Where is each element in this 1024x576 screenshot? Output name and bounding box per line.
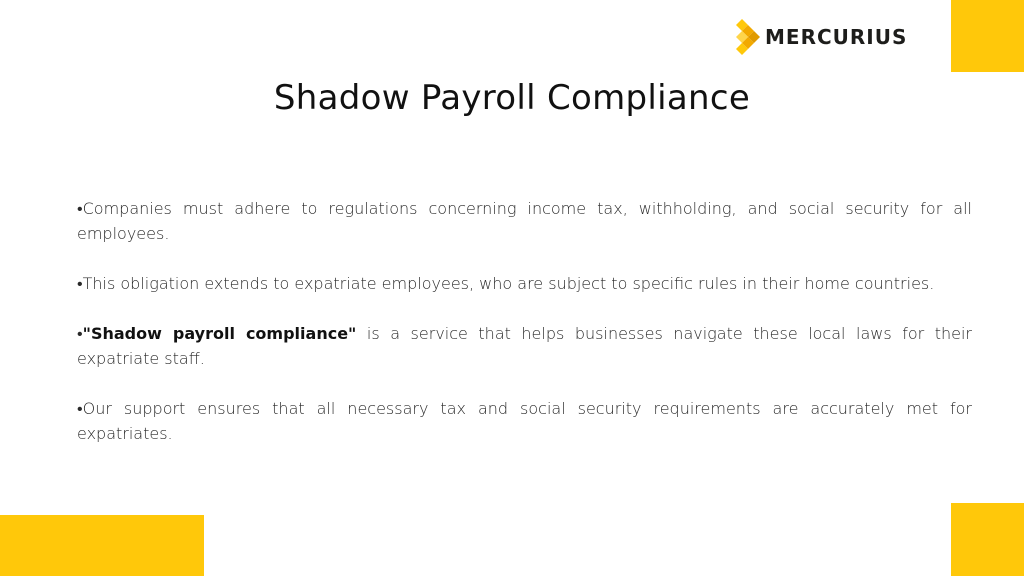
brand-logo — [736, 19, 907, 55]
bullet-list — [77, 196, 972, 471]
bullet-marker: • — [77, 324, 83, 343]
bullet-emphasis: "Shadow payroll compliance" — [82, 324, 357, 343]
brand-name: MERCURIUS — [765, 25, 908, 49]
bullet-item-4 — [77, 396, 972, 446]
diamond-logo-icon — [736, 19, 760, 55]
bullet-marker: • — [77, 399, 83, 418]
bullet-text: is a service that helps businesses navigate these local laws for their expatriate staff. — [77, 324, 973, 368]
slide-title: Shadow Payroll Compliance — [273, 78, 751, 118]
accent-block-top-right — [951, 0, 1024, 72]
bullet-text: Our support ensures that all necessary tax and social security requirements are accurately met for expatriates. — [77, 399, 972, 443]
bullet-item-3 — [77, 321, 972, 371]
accent-block-bottom-right — [951, 503, 1024, 576]
bullet-item-1 — [77, 196, 972, 246]
bullet-text: Companies must adhere to regulations concerning income tax, withholding, and social security for all employees. — [77, 199, 972, 243]
accent-block-bottom-left — [0, 515, 204, 576]
bullet-marker: • — [77, 274, 83, 293]
bullet-item-2 — [77, 271, 972, 296]
bullet-text: This obligation extends to expatriate employees, who are subject to specific rules in their home countries. — [82, 274, 935, 293]
bullet-marker: • — [77, 199, 83, 218]
